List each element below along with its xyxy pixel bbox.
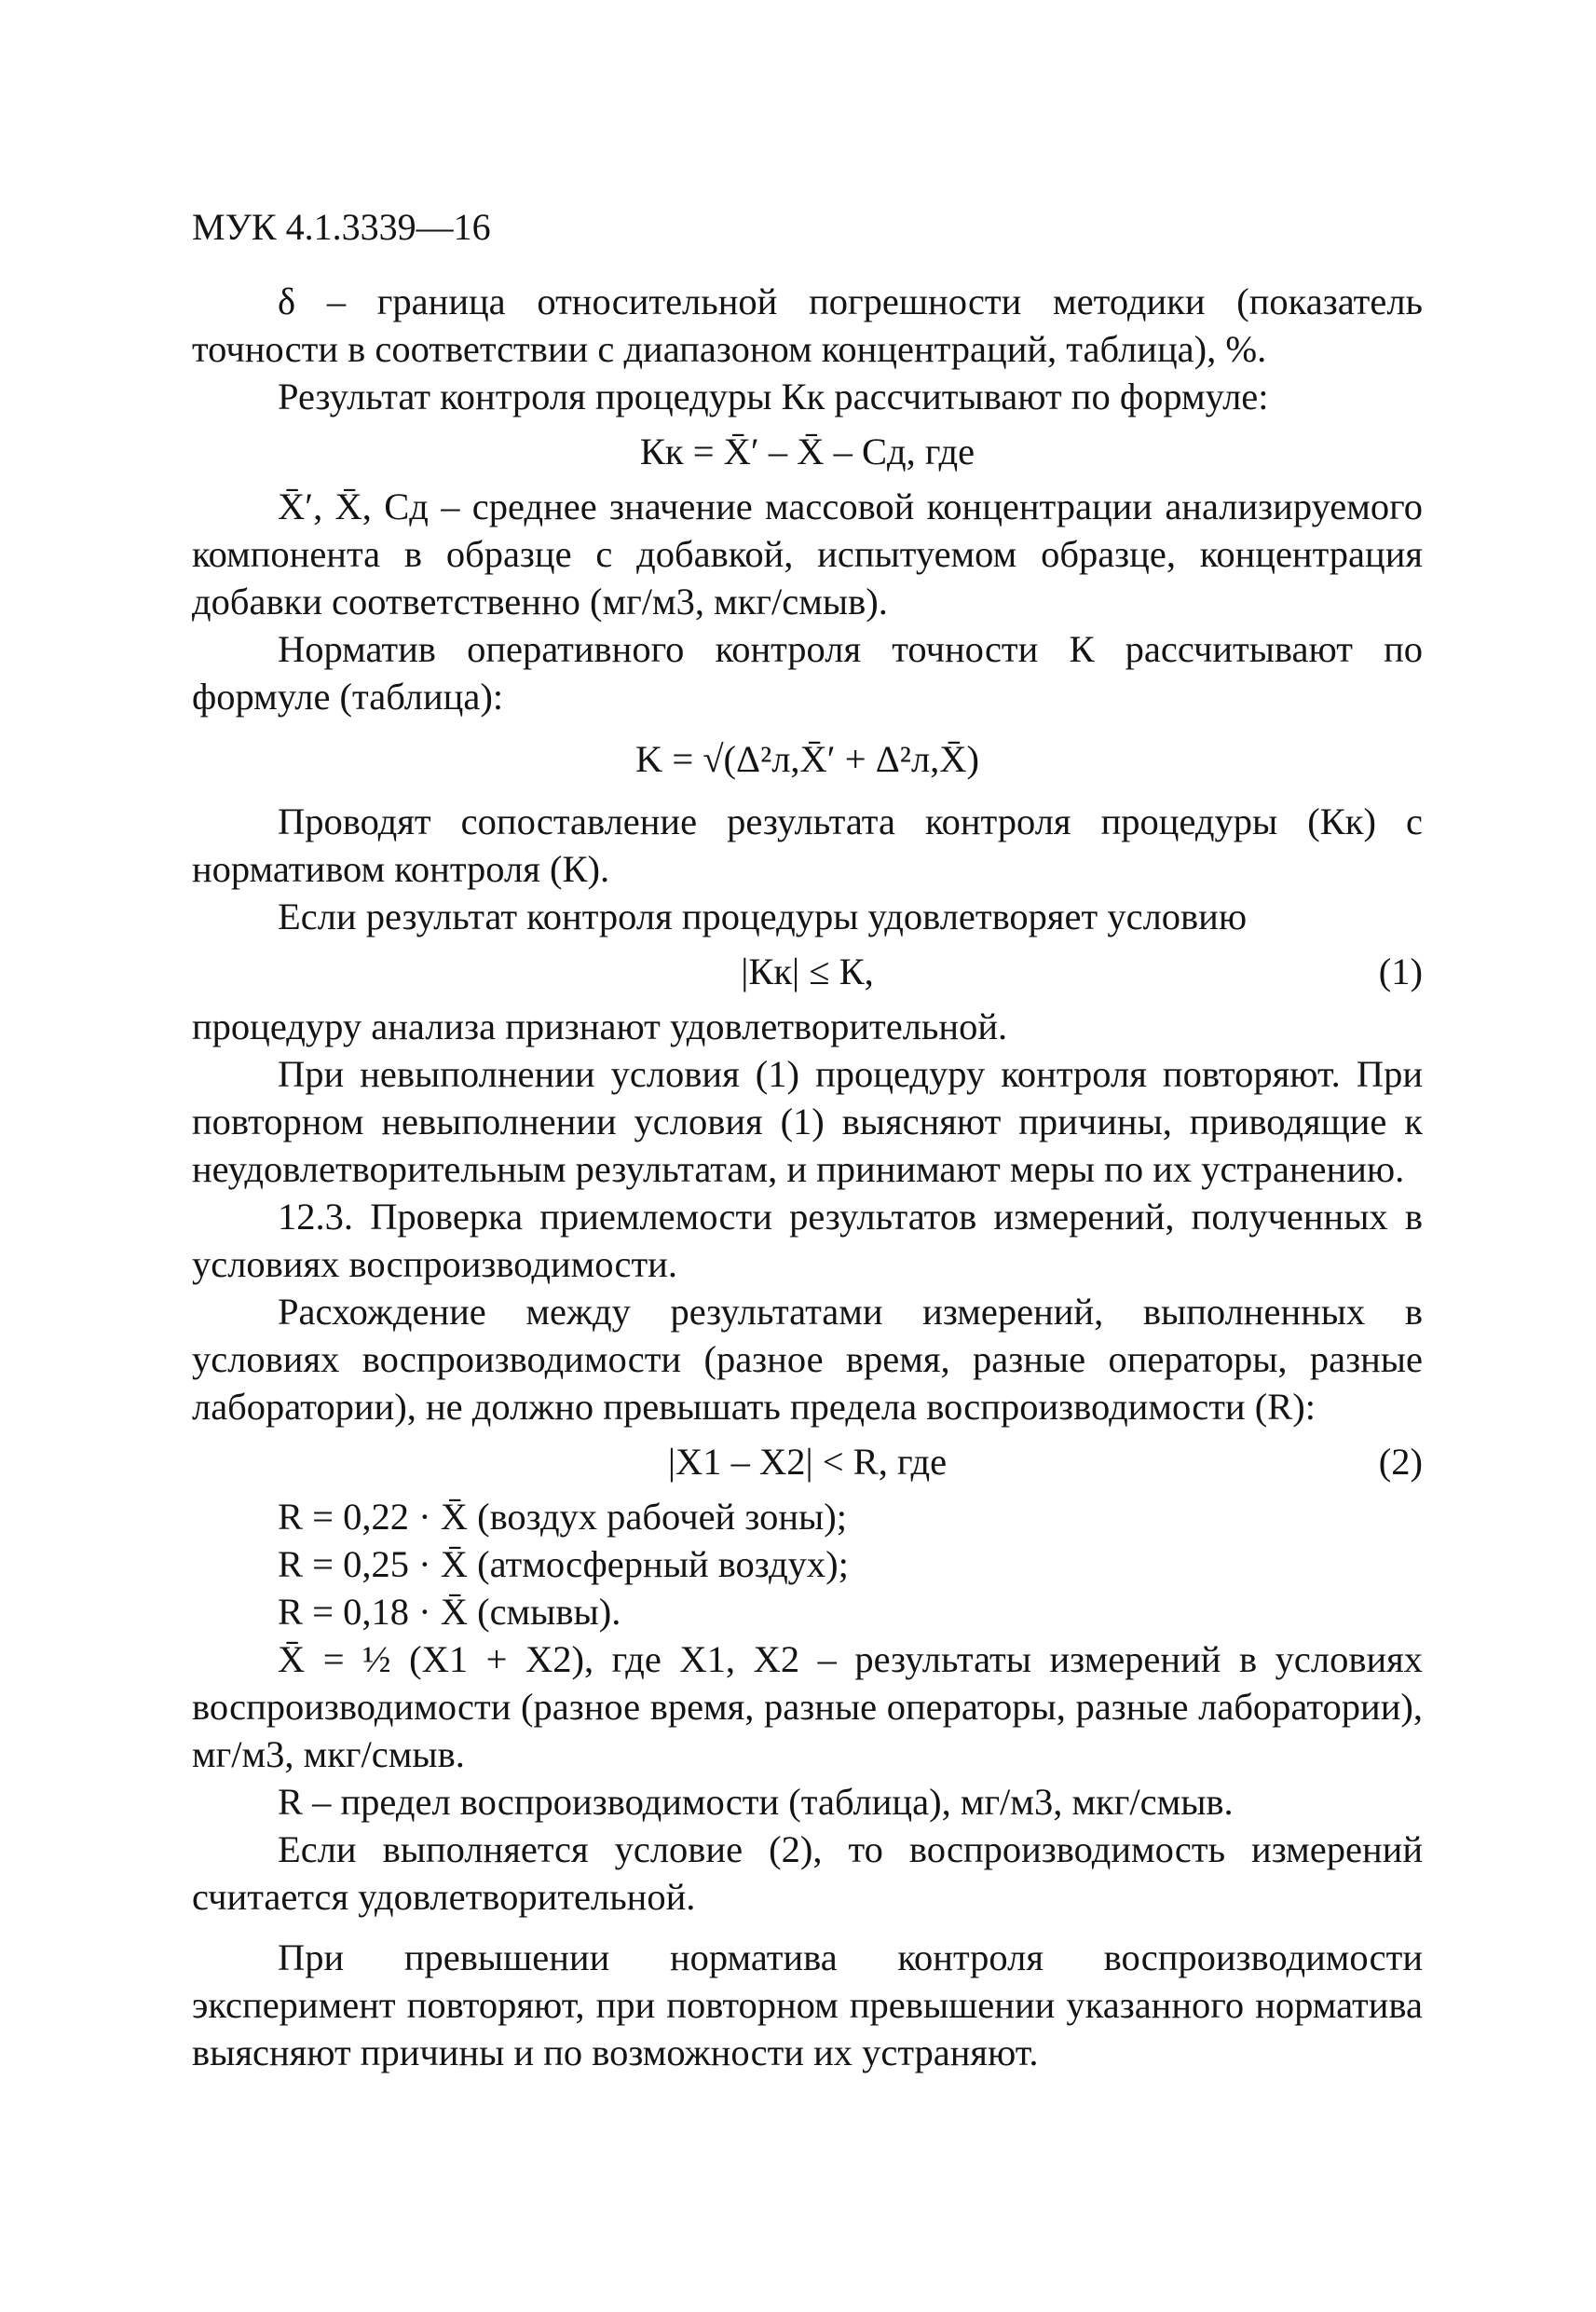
equation-1-number: (1) xyxy=(1378,951,1423,992)
equation-2 xyxy=(192,1438,1423,1485)
paragraph-normative: Норматив оперативного контроля точности К рассчитывают по формуле (таблица): xyxy=(192,628,1423,718)
delta-definition: δ – граница относительной погрешности методики (показатель точности в соответствии с диапазоном концентраций, таблица), %. xyxy=(192,280,1423,370)
paragraph-result-formula: Результат контроля процедуры Кк рассчитывают по формуле: xyxy=(278,376,1269,417)
definition-xprime: X̄′, X̄, Cд – среднее значение массовой концентрации анализируемого компонента в образце с добавкой, испытуемом образце, концентрация добавки соответственно (мг/м3, мкг/смыв). xyxy=(192,486,1423,622)
paragraph-if-condition: Если результат контроля процедуры удовлетворяет условию xyxy=(278,896,1248,937)
equation-2-number: (2) xyxy=(1378,1441,1423,1483)
r-line-work-zone: R = 0,22 · X̄ (воздух рабочей зоны); xyxy=(278,1496,847,1538)
r-line-swabs: R = 0,18 · X̄ (смывы). xyxy=(278,1591,621,1633)
section-12-3: 12.3. Проверка приемлемости результатов измерений, полученных в условиях воспроизводимости. xyxy=(192,1196,1423,1285)
paragraph-accept: процедуру анализа признают удовлетворительной. xyxy=(192,1006,1008,1047)
paragraph-fail: При невыполнении условия (1) процедуру контроля повторяют. При повторном невыполнении условия (1) выясняют причины, приводящие к неудовлетворительным результатам, и принимают меры по их устранению. xyxy=(192,1053,1423,1190)
equation-1 xyxy=(192,948,1423,995)
formula-condition-2: |X1 – X2| < R, где xyxy=(667,1441,948,1483)
formula-k: K = √(Δ²л,X̄′ + Δ²л,X̄) xyxy=(634,738,980,780)
paragraph-compare: Проводят сопоставление результата контроля процедуры (Кк) с нормативом контроля (К). xyxy=(192,800,1423,890)
formula-condition-1: |Кк| ≤ К, xyxy=(741,951,874,992)
definition-xbar: X̄ = ½ (X1 + X2), где X1, X2 – результаты измерений в условиях воспроизводимости (разное время, разные операторы, разные лаборатории), мг/м3, мкг/смыв. xyxy=(192,1638,1423,1775)
page-header: МУК 4.1.3339—16 xyxy=(192,206,491,248)
paragraph-exceed: При превышении норматива контроля воспроизводимости эксперимент повторяют, при повторном превышении указанного норматива выясняют причины и по возможности их устраняют. xyxy=(192,1936,1423,2073)
definition-r: R – предел воспроизводимости (таблица), мг/м3, мкг/смыв. xyxy=(278,1781,1234,1823)
formula-kk: Кк = X̄′ – X̄ – Cд, где xyxy=(639,431,975,472)
paragraph-condition-2: Если выполняется условие (2), то воспроизводимость измерений считается удовлетворительной. xyxy=(192,1828,1423,1918)
r-line-atmospheric: R = 0,25 · X̄ (атмосферный воздух); xyxy=(278,1543,849,1585)
paragraph-difference: Расхождение между результатами измерений, выполненных в условиях воспроизводимости (разное время, разные операторы, разные лаборатории), не должно превышать предела воспроизводимости (R): xyxy=(192,1291,1423,1428)
